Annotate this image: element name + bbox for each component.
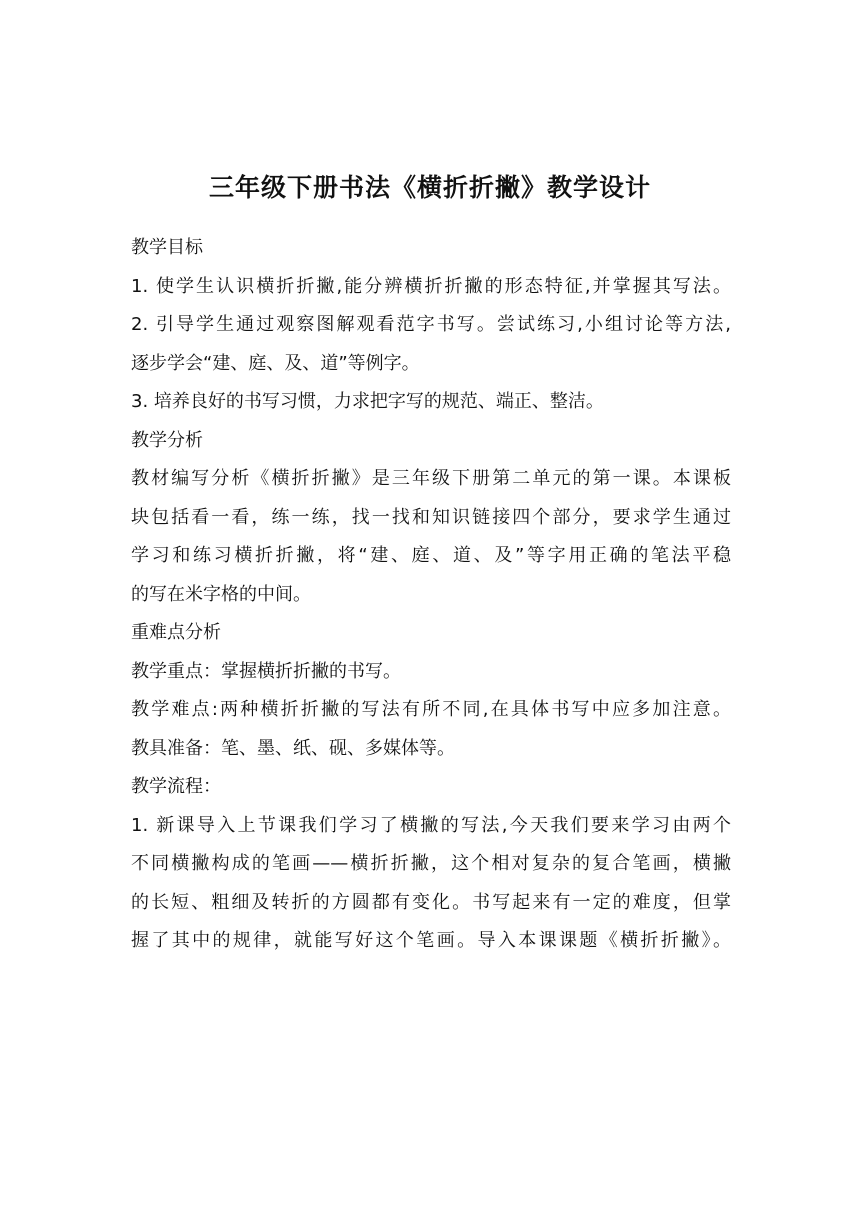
teaching-materials: 教具准备：笔、墨、纸、砚、多媒体等。 [131,737,455,759]
process-paragraph-line: 的长短、粗细及转折的方圆都有变化。书写起来有一定的难度，但掌 [131,891,731,913]
heading-teaching-goals: 教学目标 [131,237,203,258]
analysis-paragraph-line: 的写在米字格的中间。 [131,583,311,605]
teaching-difficulty: 教学难点:两种横折折撇的写法有所不同,在具体书写中应多加注意。 [131,699,731,720]
goal-item-1: 1. 使学生认识横折折撇,能分辨横折折撇的形态特征,并掌握其写法。 [131,275,731,297]
document-title: 三年级下册书法《横折折撇》教学设计 [208,173,651,202]
process-paragraph-line: 1. 新课导入上节课我们学习了横撇的写法,今天我们要来学习由两个 [131,814,731,836]
heading-teaching-analysis: 教学分析 [131,429,203,451]
heading-key-difficulties: 重难点分析 [131,622,221,643]
analysis-paragraph-line: 学习和练习横折折撇，将“建、庭、道、及”等字用正确的笔法平稳 [131,545,731,566]
process-paragraph-line: 握了其中的规律，就能写好这个笔画。导入本课课题《横折折撇》。 [131,930,731,951]
analysis-paragraph-line: 教材编写分析《横折折撇》是三年级下册第二单元的第一课。本课板 [131,468,731,489]
goal-item-3: 3. 培养良好的书写习惯，力求把字写的规范、端正、整洁。 [131,391,604,412]
process-paragraph-line: 不同横撇构成的笔画——横折折撇，这个相对复杂的复合笔画，横撇 [131,853,731,874]
heading-teaching-process: 教学流程： [131,776,221,797]
teaching-key-point: 教学重点：掌握横折折撇的书写。 [131,660,401,682]
goal-item-2: 2. 引导学生通过观察图解观看范字书写。尝试练习,小组讨论等方法, [131,314,731,335]
goal-item-2-continued: 逐步学会“建、庭、及、道”等例字。 [131,352,420,374]
analysis-paragraph-line: 块包括看一看，练一练，找一找和知识链接四个部分，要求学生通过 [131,506,731,528]
document-body [131,229,731,961]
